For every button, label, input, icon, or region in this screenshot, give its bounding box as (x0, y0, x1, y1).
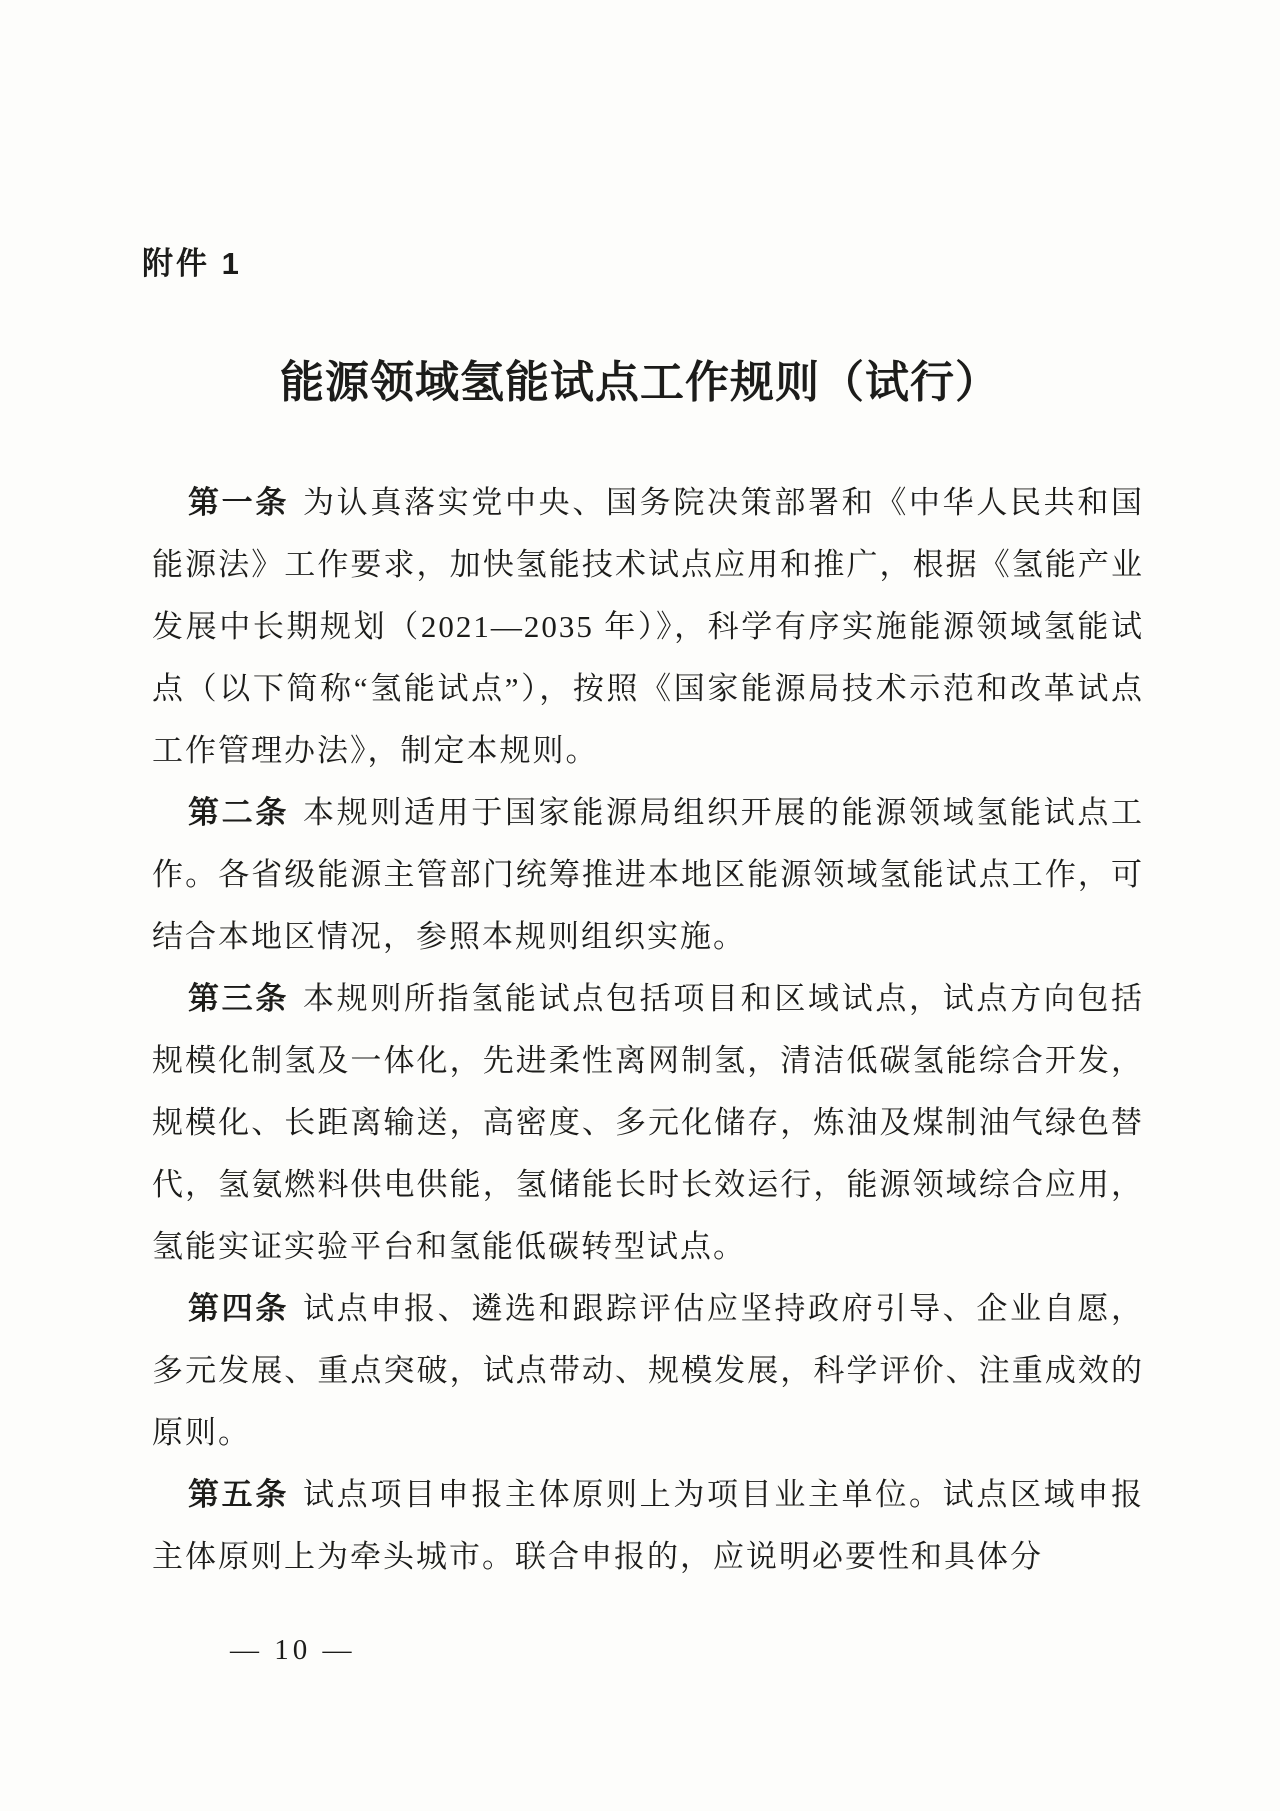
paragraph-article-5 (152, 1464, 1144, 1588)
paragraph-article-2 (152, 782, 1144, 968)
paragraph-article-3 (152, 968, 1144, 1278)
article-3-number: 第三条 (188, 981, 289, 1016)
article-1-text: 为认真落实党中央、国务院决策部署和《中华人民共和国能源法》工作要求，加快氢能技术试点应用和推广，根据《氢能产业发展中长期规划（2021—2035 年）》，科学有序实施能源领域氢能试点（以下简称“氢能试点”），按照《国家能源局技术示范和改革试点工作管理办法》，制定本规则。 (152, 485, 1144, 768)
document-body (152, 472, 1144, 1588)
article-1-number: 第一条 (188, 485, 289, 520)
article-5-text: 试点项目申报主体原则上为项目业主单位。试点区域申报主体原则上为牵头城市。联合申报的，应说明必要性和具体分 (152, 1477, 1144, 1574)
article-3-text: 本规则所指氢能试点包括项目和区域试点，试点方向包括规模化制氢及一体化，先进柔性离网制氢，清洁低碳氢能综合开发，规模化、长距离输送，高密度、多元化储存，炼油及煤制油气绿色替代，氢氨燃料供电供能，氢储能长时长效运行，能源领域综合应用，氢能实证实验平台和氢能低碳转型试点。 (152, 981, 1144, 1264)
article-5-number: 第五条 (188, 1477, 289, 1512)
paragraph-article-4 (152, 1278, 1144, 1464)
page-number: — 10 — (230, 1634, 356, 1666)
document-title: 能源领域氢能试点工作规则（试行） (280, 358, 1000, 407)
paragraph-article-1 (152, 472, 1144, 782)
article-2-text: 本规则适用于国家能源局组织开展的能源领域氢能试点工作。各省级能源主管部门统筹推进本地区能源领域氢能试点工作，可结合本地区情况，参照本规则组织实施。 (152, 795, 1144, 954)
attachment-label: 附件 1 (142, 246, 242, 281)
article-4-number: 第四条 (188, 1291, 289, 1326)
article-2-number: 第二条 (188, 795, 289, 830)
article-4-text: 试点申报、遴选和跟踪评估应坚持政府引导、企业自愿，多元发展、重点突破，试点带动、规模发展，科学评价、注重成效的原则。 (152, 1291, 1144, 1450)
